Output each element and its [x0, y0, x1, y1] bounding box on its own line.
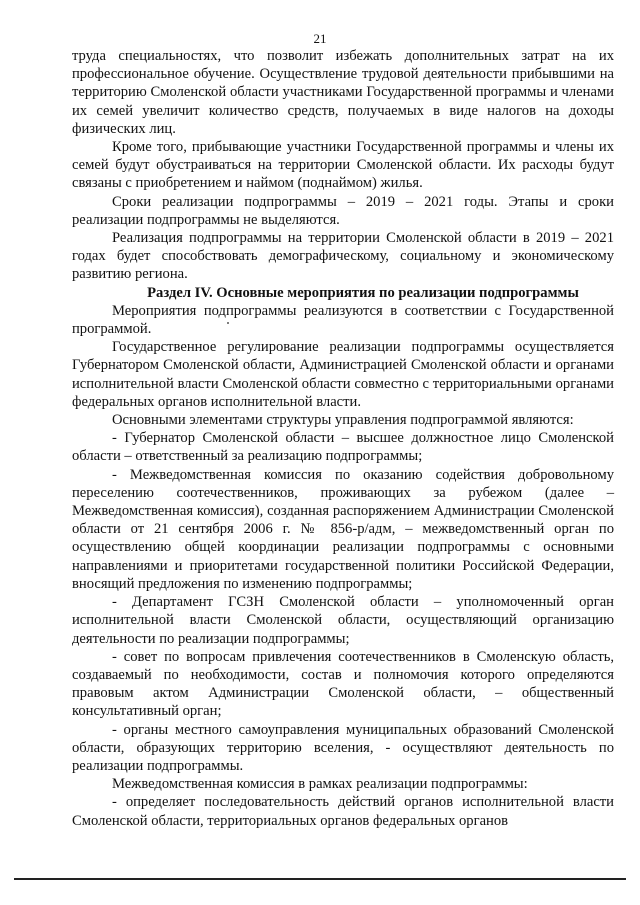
paragraph: Сроки реализации подпрограммы – 2019 – 2021 годы. Этапы и сроки реализации подпрограммы не выделяются. — [72, 193, 614, 228]
list-item: - органы местного самоуправления муниципальных образований Смоленской области, образующих территорию вселения, - осуществляют деятельность по реализации подпрограммы. — [72, 721, 614, 774]
page-number: 21 — [313, 31, 327, 46]
paragraph: Государственное регулирование реализации подпрограммы осуществляется Губернатором Смоленской области, Администрацией Смоленской области и органами исполнительной власти Смоленской области совместно с территориальными органами федеральных органов исполнительной власти. — [72, 339, 614, 410]
list-item: - Департамент ГСЗН Смоленской области – уполномоченный орган исполнительной власти Смоленской области, осуществляющий организацию деятельности по реализации подпрограммы; — [72, 594, 614, 647]
list-item: - определяет последовательность действий органов исполнительной власти Смоленской области, территориальных органов федеральных органов — [72, 794, 614, 829]
paragraph: Реализация подпрограммы на территории Смоленской области в 2019 – 2021 годах будет способствовать демографическому, социальному и экономическому развитию региона. — [72, 230, 614, 283]
bottom-rule — [14, 878, 626, 880]
list-item: - Губернатор Смоленской области – высшее должностное лицо Смоленской области – ответственный за реализацию подпрограммы; — [72, 430, 614, 465]
list-item: - совет по вопросам привлечения соотечественников в Смоленскую область, создаваемый по необходимости, состав и полномочия которого определяются правовым актом Администрации Смоленской области, – общественный консультативный орган; — [72, 648, 614, 720]
paragraph: труда специальностях, что позволит избежать дополнительных затрат на их профессиональное обучение. Осуществление трудовой деятельности прибывшими на территорию Смоленской области участниками Государственной программы и членами их семей увеличит количество средств, получаемых в виде налогов на доходы физических лиц. — [72, 48, 614, 137]
paragraph: Мероприятия подпрограммы реализуются в соответствии с Государственной программой. — [72, 302, 614, 338]
paragraph: Кроме того, прибывающие участники Государственной программы и члены их семей будут обустраиваться на территории Смоленской области. Их расходы будут связаны с приобретением и наймом (поднаймом) жилья. — [72, 139, 614, 192]
section-heading: Раздел IV. Основные мероприятия по реализации подпрограммы — [147, 284, 579, 301]
document-body — [72, 47, 614, 830]
paragraph: Межведомственная комиссия в рамках реализации подпрограммы: — [112, 776, 528, 793]
list-item: - Межведомственная комиссия по оказанию содействия добровольному переселению соотечественников, проживающих за рубежом (далее – Межведомственная комиссия), созданная распоряжением Администрации Смоленской области от 21 сентября 2006 г. № 856-р/адм, – межведомственный орган по осуществлению общей координации реализации подпрограммы с основными направлениями и приоритетами государственной политики Российской Федерации, вносящий предложения по изменению подпрограммы; — [72, 466, 614, 592]
paragraph: Основными элементами структуры управления подпрограммой являются: — [112, 412, 574, 429]
scan-speck — [227, 322, 229, 324]
